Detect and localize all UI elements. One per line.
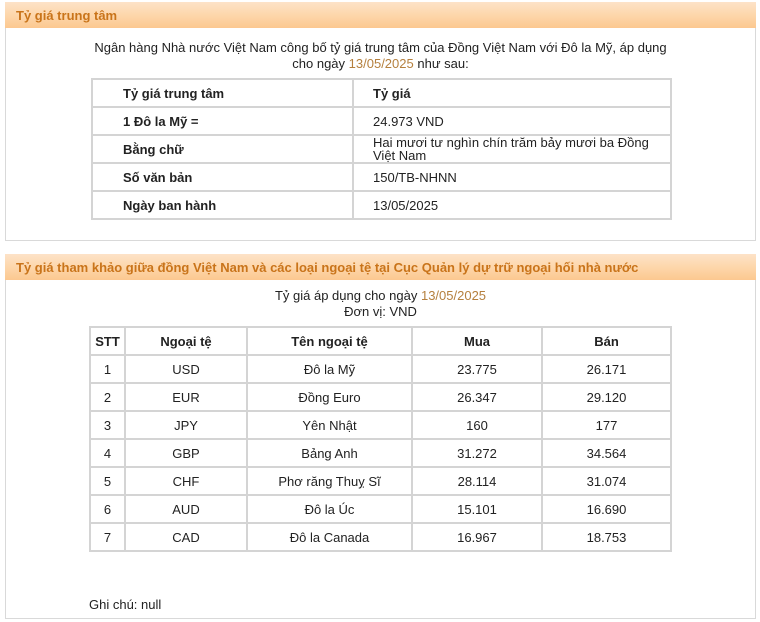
header-cell-label: Tỷ giá trung tâm [92,79,353,107]
cell-code: AUD [125,495,247,523]
row-value: 150/TB-NHNN [353,163,671,191]
intro-suffix: như sau: [417,56,469,71]
table-row [90,383,671,411]
central-rate-body [5,28,756,241]
table-header-row [92,79,671,107]
cell-stt: 7 [90,523,125,551]
table-row [90,439,671,467]
cell-code: USD [125,355,247,383]
cell-code: JPY [125,411,247,439]
central-rate-intro [6,28,755,72]
cell-name: Đồng Euro [247,383,412,411]
cell-buy: 28.114 [412,467,542,495]
header-cell-value: Tỷ giá [353,79,671,107]
row-value: 13/05/2025 [353,191,671,219]
table-row [92,107,671,135]
cell-name: Yên Nhật [247,411,412,439]
table-row [90,355,671,383]
intro-line-1: Ngân hàng Nhà nước Việt Nam công bố tỷ giá trung tâm của Đồng Việt Nam với Đô la Mỹ, áp dụng [94,40,667,55]
cell-stt: 2 [90,383,125,411]
cell-code: CHF [125,467,247,495]
cell-name: Bảng Anh [247,439,412,467]
unit-label: Đơn vị: VND [344,304,417,319]
row-label: Ngày ban hành [92,191,353,219]
reference-rates-body [5,280,756,619]
table-row [90,467,671,495]
reference-rates-header: Tỷ giá tham khảo giữa đồng Việt Nam và các loại ngoại tệ tại Cục Quản lý dự trữ ngoại hối nhà nước [5,254,756,280]
cell-name: Đô la Mỹ [247,355,412,383]
table-row [90,523,671,551]
intro-date: 13/05/2025 [348,56,414,71]
cell-sell: 26.171 [542,355,671,383]
cell-sell: 34.564 [542,439,671,467]
applied-date: 13/05/2025 [420,288,487,303]
cell-code: GBP [125,439,247,467]
cell-buy: 23.775 [412,355,542,383]
central-rate-panel [5,2,756,241]
col-header-sell: Bán [542,327,671,355]
intro-line-2 [6,56,755,72]
reference-rates-table [89,326,672,552]
cell-sell: 16.690 [542,495,671,523]
cell-stt: 6 [90,495,125,523]
table-row [90,495,671,523]
cell-stt: 1 [90,355,125,383]
note-text: Ghi chú: null [89,597,162,612]
row-value: 24.973 VND [353,107,671,135]
row-value: Hai mươi tư nghìn chín trăm bảy mươi ba Đồng Việt Nam [353,135,671,163]
applied-prefix: Tỷ giá áp dụng cho ngày [274,288,418,303]
cell-buy: 160 [412,411,542,439]
cell-code: CAD [125,523,247,551]
table-row [90,411,671,439]
table-row [92,191,671,219]
cell-name: Đô la Canada [247,523,412,551]
col-header-code: Ngoại tệ [125,327,247,355]
reference-rates-intro [6,280,755,320]
cell-name: Phơ răng Thuỵ Sĩ [247,467,412,495]
cell-sell: 29.120 [542,383,671,411]
table-header-row [90,327,671,355]
table-row [92,163,671,191]
cell-buy: 16.967 [412,523,542,551]
cell-buy: 31.272 [412,439,542,467]
cell-sell: 177 [542,411,671,439]
cell-sell: 18.753 [542,523,671,551]
cell-sell: 31.074 [542,467,671,495]
cell-stt: 5 [90,467,125,495]
col-header-stt: STT [90,327,125,355]
cell-stt: 3 [90,411,125,439]
central-rate-table [91,78,672,220]
row-label: Số văn bản [92,163,353,191]
cell-buy: 15.101 [412,495,542,523]
reference-rates-panel [5,254,756,619]
cell-buy: 26.347 [412,383,542,411]
col-header-buy: Mua [412,327,542,355]
row-label: 1 Đô la Mỹ = [92,107,353,135]
cell-stt: 4 [90,439,125,467]
cell-code: EUR [125,383,247,411]
col-header-name: Tên ngoại tệ [247,327,412,355]
applied-date-line [6,288,755,304]
intro-prefix: cho ngày [292,56,346,71]
cell-name: Đô la Úc [247,495,412,523]
central-rate-header: Tỷ giá trung tâm [5,2,756,28]
row-label: Bằng chữ [92,135,353,163]
table-row [92,135,671,163]
